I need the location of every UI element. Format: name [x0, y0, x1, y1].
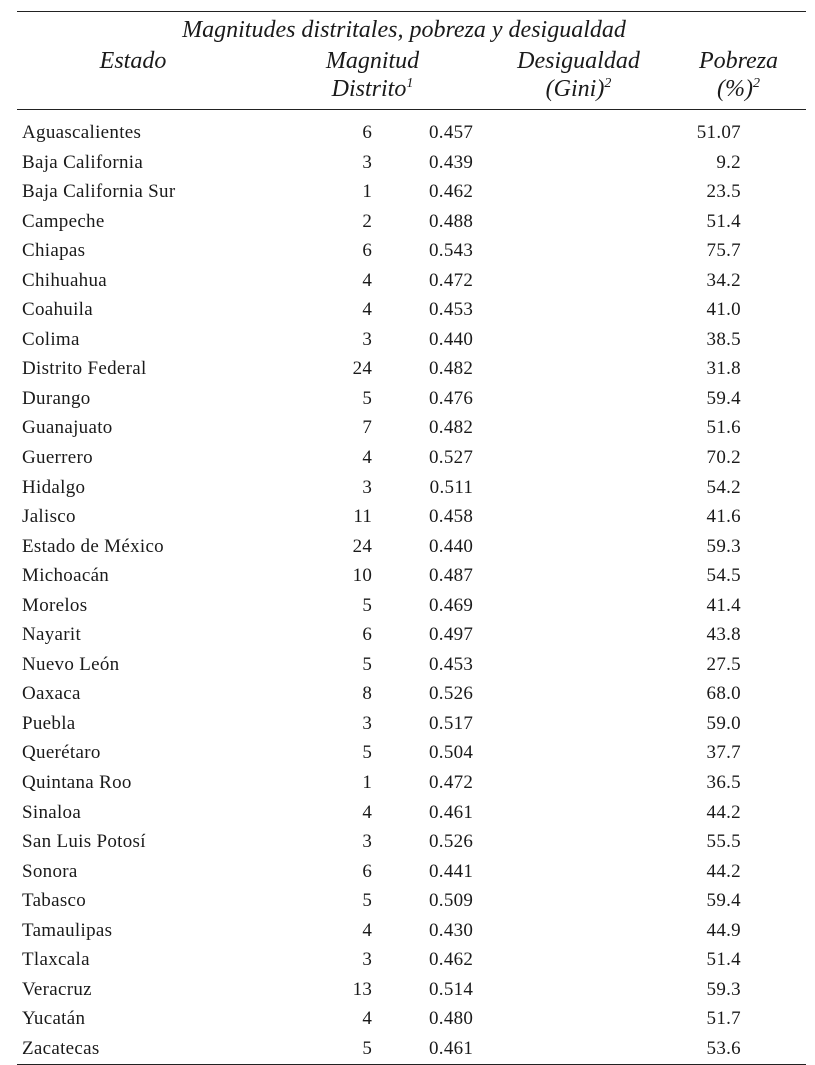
- cell-magnitud: 4: [362, 1008, 373, 1030]
- cell-pobreza-wrap: [526, 768, 806, 798]
- cell-estado: Coahuila: [22, 299, 93, 321]
- table-row: [17, 827, 806, 857]
- cell-estado: Colima: [22, 328, 80, 350]
- cell-pobreza: 53.6: [706, 1037, 741, 1059]
- cell-pobreza-wrap: [526, 886, 806, 916]
- cell-estado: Nuevo León: [22, 653, 120, 675]
- table-row: [17, 236, 806, 266]
- table-row: [17, 561, 806, 591]
- cell-estado: Sinaloa: [22, 801, 82, 823]
- table-header: [17, 47, 806, 103]
- cell-pobreza-wrap: [526, 1004, 806, 1034]
- cell-gini: 0.482: [428, 417, 474, 439]
- cell-magnitud: 4: [362, 447, 373, 469]
- cell-pobreza: 51.07: [696, 122, 741, 143]
- cell-magnitud: 3: [362, 151, 373, 173]
- cell-magnitud: 2: [362, 210, 373, 232]
- cell-magnitud: 1: [362, 772, 373, 794]
- cell-magnitud: 5: [362, 387, 373, 409]
- cell-gini: 0.462: [428, 181, 474, 203]
- cell-pobreza: 31.8: [706, 358, 741, 380]
- cell-pobreza-wrap: [526, 1034, 806, 1064]
- table-row: [17, 325, 806, 355]
- cell-estado: Estado de México: [22, 535, 164, 557]
- cell-estado: Baja California: [22, 151, 144, 173]
- cell-magnitud: 5: [362, 890, 373, 912]
- header-desigualdad: [481, 47, 656, 103]
- cell-gini: 0.453: [428, 299, 474, 321]
- cell-estado: Baja California Sur: [22, 181, 176, 203]
- header-pobreza-line2: (%): [717, 76, 753, 102]
- cell-pobreza: 44.9: [706, 919, 741, 941]
- cell-gini: 0.488: [428, 210, 474, 232]
- cell-magnitud: 24: [352, 358, 373, 380]
- cell-magnitud: 5: [362, 742, 373, 764]
- cell-gini: 0.440: [428, 328, 474, 350]
- cell-gini: 0.461: [428, 801, 474, 823]
- table-row: [17, 620, 806, 650]
- cell-estado: Morelos: [22, 594, 88, 616]
- cell-magnitud: 3: [362, 476, 373, 498]
- cell-pobreza: 9.2: [716, 151, 741, 173]
- cell-estado: Aguascalientes: [22, 122, 142, 143]
- table-body: [17, 110, 806, 1064]
- table-row: [17, 709, 806, 739]
- table-row: [17, 916, 806, 946]
- cell-estado: Distrito Federal: [22, 358, 147, 380]
- cell-magnitud: 6: [362, 240, 373, 262]
- cell-estado: Tabasco: [22, 890, 87, 912]
- cell-gini: 0.469: [428, 594, 474, 616]
- header-magnitud: [249, 47, 481, 103]
- cell-magnitud: 7: [362, 417, 373, 439]
- table-caption: Magnitudes distritales, pobreza y desigualdad: [182, 17, 626, 43]
- cell-pobreza-wrap: [526, 148, 806, 178]
- cell-pobreza-wrap: [526, 591, 806, 621]
- table-row: [17, 118, 806, 148]
- table-row: [17, 473, 806, 503]
- cell-pobreza-wrap: [526, 532, 806, 562]
- cell-pobreza-wrap: [526, 413, 806, 443]
- cell-gini: 0.472: [428, 772, 474, 794]
- cell-pobreza-wrap: [526, 916, 806, 946]
- cell-estado: Chihuahua: [22, 269, 108, 291]
- cell-magnitud: 8: [362, 683, 373, 705]
- cell-estado: Querétaro: [22, 742, 101, 764]
- cell-magnitud: 11: [353, 506, 373, 528]
- cell-gini: 0.527: [428, 447, 474, 469]
- cell-gini: 0.462: [428, 949, 474, 971]
- cell-magnitud: 4: [362, 801, 373, 823]
- table-row: [17, 413, 806, 443]
- cell-pobreza: 27.5: [706, 653, 741, 675]
- cell-pobreza-wrap: [526, 236, 806, 266]
- cell-pobreza: 44.2: [706, 860, 741, 882]
- cell-gini: 0.517: [428, 712, 474, 734]
- cell-gini: 0.457: [428, 122, 474, 143]
- table-row: [17, 1034, 806, 1064]
- cell-pobreza-wrap: [526, 798, 806, 828]
- cell-estado: Nayarit: [22, 624, 82, 646]
- cell-gini: 0.480: [428, 1008, 474, 1030]
- cell-gini: 0.497: [428, 624, 474, 646]
- cell-magnitud: 4: [362, 269, 373, 291]
- cell-gini: 0.430: [428, 919, 474, 941]
- table-row: [17, 266, 806, 296]
- cell-pobreza: 59.3: [706, 978, 741, 1000]
- table-row: [17, 857, 806, 887]
- cell-pobreza: 59.4: [706, 387, 741, 409]
- cell-pobreza: 43.8: [706, 624, 741, 646]
- cell-gini: 0.514: [428, 978, 474, 1000]
- cell-magnitud: 3: [362, 949, 373, 971]
- header-pobreza: [656, 47, 806, 103]
- cell-pobreza: 55.5: [706, 831, 741, 853]
- cell-estado: Guanajuato: [22, 417, 113, 439]
- cell-pobreza: 36.5: [706, 772, 741, 794]
- cell-estado: Oaxaca: [22, 683, 81, 705]
- cell-pobreza: 51.7: [706, 1008, 741, 1030]
- table-row: [17, 738, 806, 768]
- cell-magnitud: 3: [362, 328, 373, 350]
- cell-pobreza-wrap: [526, 738, 806, 768]
- cell-pobreza: 44.2: [706, 801, 741, 823]
- footnote-1-marker: 1: [406, 76, 414, 91]
- table-row: [17, 384, 806, 414]
- table-row: [17, 502, 806, 532]
- cell-gini: 0.511: [429, 476, 474, 498]
- cell-pobreza: 38.5: [706, 328, 741, 350]
- cell-pobreza: 68.0: [706, 683, 741, 705]
- header-magnitud-line1: Magnitud: [325, 48, 420, 74]
- cell-estado: Puebla: [22, 712, 76, 734]
- cell-estado: Guerrero: [22, 447, 93, 469]
- cell-pobreza-wrap: [526, 295, 806, 325]
- cell-pobreza: 23.5: [706, 181, 741, 203]
- cell-pobreza: 51.4: [706, 210, 741, 232]
- cell-magnitud: 13: [352, 978, 373, 1000]
- cell-pobreza-wrap: [526, 975, 806, 1005]
- cell-pobreza-wrap: [526, 266, 806, 296]
- cell-pobreza-wrap: [526, 354, 806, 384]
- cell-pobreza-wrap: [526, 679, 806, 709]
- cell-magnitud: 6: [362, 624, 373, 646]
- cell-gini: 0.526: [428, 683, 474, 705]
- header-desigualdad-line2: (Gini): [545, 76, 605, 102]
- cell-pobreza-wrap: [526, 443, 806, 473]
- table-row: [17, 591, 806, 621]
- cell-gini: 0.441: [428, 860, 474, 882]
- table-row: [17, 532, 806, 562]
- cell-gini: 0.482: [428, 358, 474, 380]
- cell-estado: San Luis Potosí: [22, 831, 146, 853]
- cell-pobreza: 51.6: [706, 417, 741, 439]
- cell-magnitud: 5: [362, 653, 373, 675]
- cell-estado: Tamaulipas: [22, 919, 113, 941]
- cell-pobreza-wrap: [526, 207, 806, 237]
- table-row: [17, 1004, 806, 1034]
- cell-pobreza-wrap: [526, 325, 806, 355]
- footnote-2-marker: 2: [752, 76, 760, 91]
- cell-pobreza: 59.3: [706, 535, 741, 557]
- cell-magnitud: 4: [362, 919, 373, 941]
- table-row: [17, 177, 806, 207]
- cell-pobreza-wrap: [526, 118, 806, 148]
- cell-estado: Yucatán: [22, 1008, 86, 1030]
- table-row: [17, 443, 806, 473]
- cell-magnitud: 24: [352, 535, 373, 557]
- cell-pobreza: 75.7: [706, 240, 741, 262]
- cell-gini: 0.476: [428, 387, 474, 409]
- cell-gini: 0.543: [428, 240, 474, 262]
- cell-gini: 0.439: [428, 151, 474, 173]
- cell-gini: 0.504: [428, 742, 474, 764]
- cell-pobreza: 59.0: [706, 712, 741, 734]
- header-magnitud-line2: Distrito: [331, 76, 407, 102]
- cell-magnitud: 3: [362, 831, 373, 853]
- table-row: [17, 354, 806, 384]
- cell-pobreza-wrap: [526, 620, 806, 650]
- cell-pobreza-wrap: [526, 473, 806, 503]
- cell-magnitud: 6: [362, 860, 373, 882]
- header-desigualdad-line1: Desigualdad: [517, 48, 640, 74]
- cell-magnitud: 5: [362, 594, 373, 616]
- header-estado: Estado: [99, 48, 167, 74]
- footnote-2-marker: 2: [604, 76, 612, 91]
- cell-estado: Chiapas: [22, 240, 86, 262]
- table-row: [17, 295, 806, 325]
- cell-gini: 0.487: [428, 565, 474, 587]
- cell-pobreza: 34.2: [706, 269, 741, 291]
- cell-gini: 0.458: [428, 506, 474, 528]
- cell-magnitud: 4: [362, 299, 373, 321]
- cell-pobreza: 59.4: [706, 890, 741, 912]
- cell-pobreza-wrap: [526, 502, 806, 532]
- cell-magnitud: 1: [362, 181, 373, 203]
- cell-pobreza: 41.6: [706, 506, 741, 528]
- table-row: [17, 945, 806, 975]
- cell-gini: 0.453: [428, 653, 474, 675]
- cell-pobreza: 41.0: [706, 299, 741, 321]
- cell-estado: Sonora: [22, 860, 78, 882]
- table-row: [17, 148, 806, 178]
- header-pobreza-line1: Pobreza: [698, 48, 779, 74]
- table-row: [17, 650, 806, 680]
- cell-pobreza: 37.7: [706, 742, 741, 764]
- cell-estado: Quintana Roo: [22, 772, 132, 794]
- cell-pobreza: 54.5: [706, 565, 741, 587]
- cell-estado: Hidalgo: [22, 476, 86, 498]
- cell-pobreza: 41.4: [706, 594, 741, 616]
- cell-pobreza: 70.2: [706, 447, 741, 469]
- cell-pobreza-wrap: [526, 709, 806, 739]
- cell-gini: 0.509: [428, 890, 474, 912]
- table-row: [17, 886, 806, 916]
- cell-estado: Veracruz: [22, 978, 92, 1000]
- table-row: [17, 207, 806, 237]
- cell-pobreza-wrap: [526, 561, 806, 591]
- cell-gini: 0.526: [428, 831, 474, 853]
- cell-pobreza-wrap: [526, 827, 806, 857]
- cell-magnitud: 6: [362, 122, 373, 143]
- cell-pobreza-wrap: [526, 945, 806, 975]
- cell-pobreza-wrap: [526, 177, 806, 207]
- cell-estado: Michoacán: [22, 565, 110, 587]
- table-row: [17, 798, 806, 828]
- cell-magnitud: 10: [352, 565, 373, 587]
- cell-gini: 0.472: [428, 269, 474, 291]
- table-row: [17, 679, 806, 709]
- cell-magnitud: 3: [362, 712, 373, 734]
- cell-gini: 0.461: [428, 1037, 474, 1059]
- cell-magnitud: 5: [362, 1037, 373, 1059]
- cell-pobreza-wrap: [526, 650, 806, 680]
- table-row: [17, 975, 806, 1005]
- cell-estado: Durango: [22, 387, 91, 409]
- cell-pobreza-wrap: [526, 384, 806, 414]
- cell-estado: Zacatecas: [22, 1037, 100, 1059]
- cell-estado: Tlaxcala: [22, 949, 90, 971]
- cell-gini: 0.440: [428, 535, 474, 557]
- cell-pobreza: 54.2: [706, 476, 741, 498]
- table-container: [17, 11, 806, 1065]
- cell-pobreza: 51.4: [706, 949, 741, 971]
- table-row: [17, 768, 806, 798]
- cell-estado: Campeche: [22, 210, 105, 232]
- cell-estado: Jalisco: [22, 506, 76, 528]
- cell-pobreza-wrap: [526, 857, 806, 887]
